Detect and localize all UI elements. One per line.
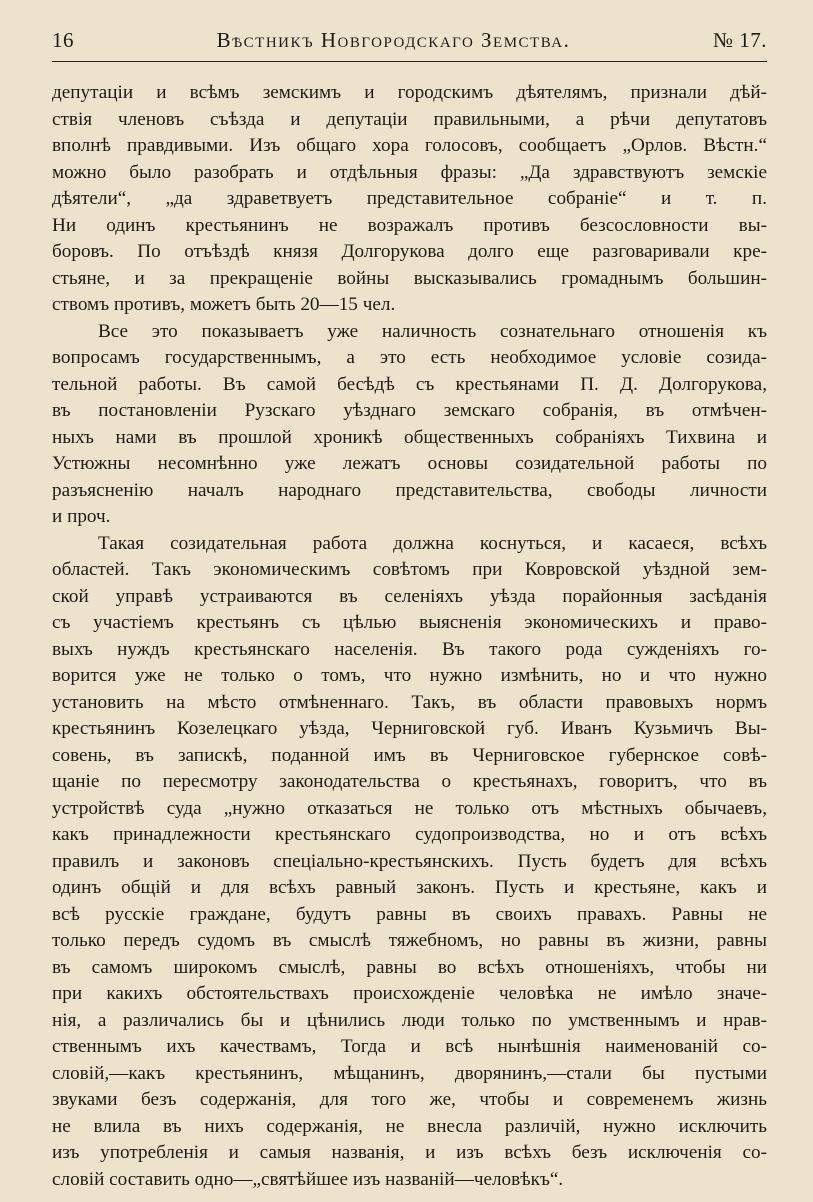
text-line: тельной работы. Въ самой бесѣдѣ съ крестьянами П. Д. Долгорукова, (52, 373, 767, 395)
text-line: въ постановленiи Рузскаго уѣзднаго земскаго собранiя, въ отмѣчен- (52, 400, 767, 421)
text-line: ныхъ нами въ прошлой хроникѣ общественныхъ собранiяхъ Тихвина и (52, 426, 767, 448)
text-line: не влила въ нихъ содержанiя, не внесла различiй, нужно исключить (52, 1115, 767, 1137)
text-line: вопросамъ государственнымъ, а это есть необходимое условiе созида- (52, 347, 767, 368)
running-header (52, 28, 767, 62)
text-line: выхъ нуждъ крестьянскаго населенiя. Въ такого рода сужденiяхъ го- (52, 638, 767, 660)
paragraph-1 (52, 80, 767, 319)
text-line: звуками безъ содержанiя, для того же, чтобы и современемъ жизнь (52, 1089, 767, 1110)
text-line: вполнѣ правдивыми. Изъ общаго хора голосовъ, сообщаетъ „Орлов. Вѣстн.“ (52, 135, 767, 156)
text-line: Ни одинъ крестьянинъ не возражалъ противъ безсословности вы- (52, 214, 767, 236)
text-line: словiй,—какъ крестьянинъ, мѣщанинъ, дворянинъ,—стали бы пустыми (52, 1062, 767, 1084)
text-line: ской управѣ устраиваются въ селенiяхъ уѣзда порайонныя засѣданiя (52, 585, 767, 607)
body-text (52, 80, 767, 1193)
issue-number: № 17. (712, 28, 767, 52)
text-line: Все это показываетъ уже наличность сознательнаго отношенiя къ (98, 320, 767, 342)
text-line: одинъ общiй и для всѣхъ равный законъ. Пусть и крестьяне, какъ и (52, 877, 767, 898)
text-line: разъясненiю началъ народнаго представительства, свободы личности (52, 479, 767, 501)
text-line: нiя, а различались бы и цѣнились люди только по умственнымъ и нрав- (52, 1009, 767, 1031)
text-line: стьяне, и за прекращенiе войны высказывались громаднымъ большин- (52, 267, 767, 289)
text-line: только передъ судомъ въ смыслѣ тяжебномъ, но равны въ жизни, равны (52, 930, 767, 951)
text-line: правилъ и законовъ спецiально-крестьянскихъ. Пусть будетъ для всѣхъ (52, 850, 767, 872)
text-line: и проч. (52, 506, 111, 527)
page-number: 16 (52, 28, 74, 52)
text-line: боровъ. По отъѣздѣ князя Долгорукова долго еще разговаривали кре- (52, 241, 767, 262)
text-line: изъ употребленiя и самыя названiя, и изъ всѣхъ безъ исключенiя со- (52, 1142, 767, 1163)
text-line: областей. Такъ экономическимъ совѣтомъ при Ковровской уѣздной зем- (52, 559, 767, 580)
text-line: ствiя членовъ съѣзда и депутацiи правильными, а рѣчи депутатовъ (52, 108, 767, 130)
text-line: совень, въ запискѣ, поданной имъ въ Черниговское губернское совѣ- (52, 744, 767, 766)
text-line: крестьянинъ Козелецкаго уѣзда, Черниговской губ. Иванъ Кузьмичъ Вы- (52, 718, 767, 739)
text-line: ственнымъ ихъ качествамъ, Тогда и всѣ нынѣшнiя наименованiй со- (52, 1036, 767, 1057)
text-line: съ участiемъ крестьянъ съ цѣлью выясненiя экономическихъ и право- (52, 612, 767, 633)
text-line: всѣ русскiе граждане, будутъ равны въ своихъ правахъ. Равны не (52, 903, 767, 925)
text-line: словiй составить одно—„святѣйшее изъ названiй—человѣкъ“. (52, 1168, 564, 1190)
text-line: ворится уже не только о томъ, что нужно измѣнить, но и что нужно (52, 665, 767, 686)
paragraph-2 (52, 319, 767, 531)
text-line: при какихъ обстоятельствахъ происхожденiе человѣка не имѣло значе- (52, 983, 767, 1004)
text-line: установить на мѣсто отмѣненнаго. Такъ, въ области правовыхъ нормъ (52, 691, 767, 713)
text-line: депутацiи и всѣмъ земскимъ и городскимъ дѣятелямъ, признали дѣй- (52, 82, 767, 103)
paragraph-3 (52, 531, 767, 1194)
text-line: какъ принадлежности крестьянскаго судопроизводства, но и отъ всѣхъ (52, 824, 767, 845)
text-line: ствомъ противъ, можетъ быть 20—15 чел. (52, 294, 396, 315)
text-line: Такая созидательная работа должна коснуться, и касаеся, всѣхъ (98, 532, 767, 554)
text-line: щанiе по пересмотру законодательства о крестьянахъ, говоритъ, что въ (52, 771, 767, 792)
text-line: устройствѣ суда „нужно отказаться не только отъ мѣстныхъ обычаевъ, (52, 797, 767, 819)
text-line: въ самомъ широкомъ смыслѣ, равны во всѣхъ отношенiяхъ, чтобы ни (52, 956, 767, 978)
text-line: Устюжны несомнѣнно уже лежатъ основы созидательной работы по (52, 453, 767, 474)
text-line: дѣятели“, „да здраветвуетъ представительное собранiе“ и т. п. (52, 188, 767, 209)
journal-title: Вѣстникъ Новгородскаго Земства. (216, 28, 571, 52)
text-line: можно было разобрать и отдѣльныя фразы: „Да здравствуютъ земскiе (52, 161, 767, 183)
